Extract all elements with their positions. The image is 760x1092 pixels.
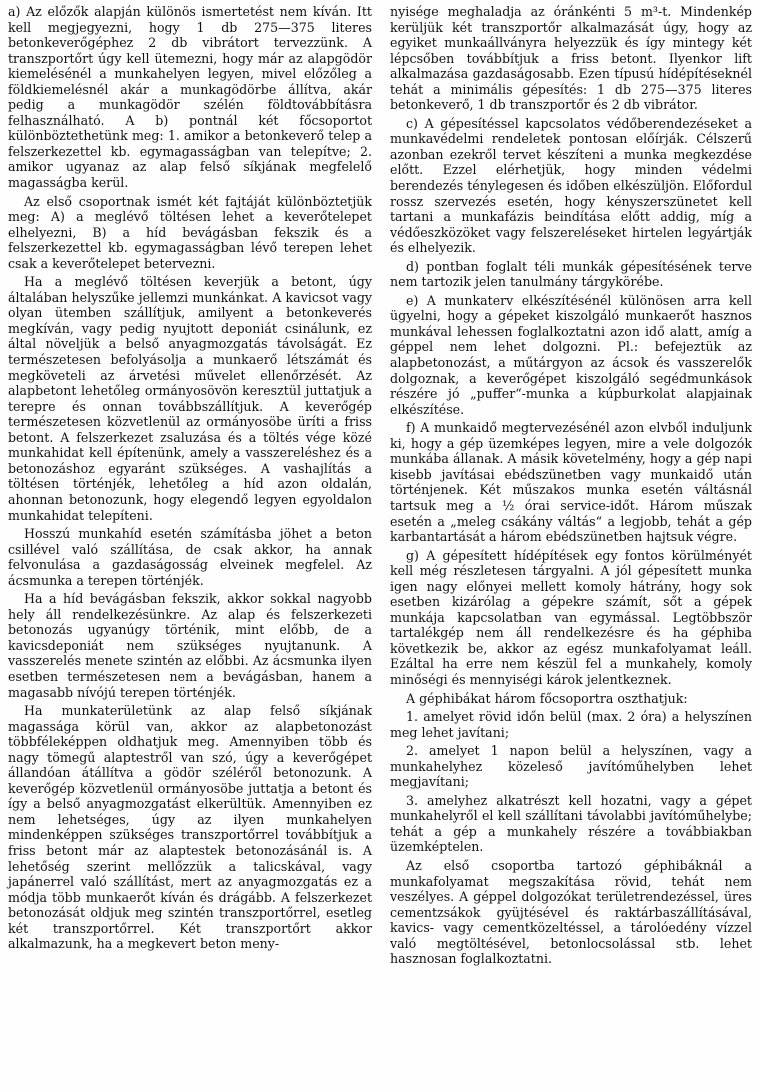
- paragraph-continuation: nyisége meghaladja az óránkénti 5 m³-t. Mindenkép kerüljük két transzportőr alkalmazását úgy, hogy az egyiket munkaállványra helyezzük és így mintegy két lépcsőben továbbítjuk a friss betont. Ilyenkor lift alkalmazása gazdaságosabb. Ezen típusú hídépítéseknél tehát a minimális gépesítés: 1 db 275—375 literes betonkeverő, 1 db transzportőr és 2 db vibrátor.: [390, 4, 752, 113]
- list-item: 1. amelyet rövid időn belül (max. 2 óra) a helyszínen meg lehet javítani;: [390, 709, 752, 740]
- paragraph-a: a) Az előzők alapján különös ismertetést nem kíván. Itt kell megjegyezni, hogy 1 db 275—375 literes betonkeverőgéphez 2 db vibrátort tervezzünk. A transzportőrt úgy kell ütemezni, hogy már az alapgödör kiemelésénél a munkahelyen legyen, mivel előzőleg a földkiemelésnél akár a munkagödörbe állítva, akár pedig a munkagödör szélén földtovábbításra felhasználható. A b) pontnál két főcsoportot különböztethetünk meg: 1. amikor a betonkeverő telep a felszerkezettel kb. egymagasságban van telepítve; 2. amikor ugyanaz az alap felső síkjának megfelelő magasságba kerül.: [8, 4, 372, 191]
- paragraph-g: g) A gépesített hídépítések egy fontos körülményét kell még részletesen tárgyalni. A jól gépesített munka igen nagy előnyei mellett komoly hátrány, hogy sok esetben kizárólag a gépekre számít, sőt a gépek munkája kapcsolatban van egymással. Legtöbbször tartalékgép nem áll rendelkezésre és ha géphiba következik be, akkor az egész munkafolyamat leáll. Ezáltal ha erre nem készül fel a munkahely, komoly minőségi és mennyiségi károk jelentkeznek.: [390, 547, 752, 687]
- paragraph: Az első csoportnak ismét két fajtáját különböztetjük meg: A) a meglévő töltésen lehet a keverőtelepet elhelyezni, B) a híd bevágásban fekszik és a felszerkezettel kb. egymagasságban lévő terepen lehet csak a keverőtelepet betervezni.: [8, 193, 372, 271]
- paragraph: Ha munkaterületünk az alap felső síkjának magassága körül van, akkor az alapbetonozást többféleképpen oldhatjuk meg. Amennyiben több és nagy tömegű alaptestről van szó, úgy a keverőgépet állandóan átállítva a gödör széléről betonozunk. A keverőgép közvetlenül ormányosöbe juttatja a betont és így a belső anyagmozgatást elkerültük. Amennyiben ez nem lehetséges, úgy az ilyen munkahelyen mindenképpen szükséges transzportőrrel továbbítjuk a friss betont már az alaptestek betonozásánál is. A lehetőség szerint mellőzzük a talicskával, vagy japánerrel való szállítást, mert az anyagmozgatás ez a módja több munkaerőt kíván és drágább. A felszerkezet betonozását oldjuk meg szintén transzportőrrel, esetleg két transzportőrrel. Két transzportőrt akkor alkalmazunk, ha a megkevert beton meny-: [8, 703, 372, 952]
- paragraph-c: c) A gépesítéssel kapcsolatos védőberendezéseket a munkavédelmi rendeletek pontosan előírják. Célszerű azonban ezekről tervet készíteni a munka megkezdése előtt. Ezzel elérhetjük, hogy minden védelmi berendezés ténylegesen és időben elkészüljön. Előfordul rossz szervezés esetén, hogy kényszerszünetet kell tartani a munkafázis beindítása előtt addig, míg a védőeszközöket vagy felszereléseket hirtelen legyártják és elhelyezik.: [390, 115, 752, 256]
- paragraph-f: f) A munkaidő megtervezésénél azon elvből induljunk ki, hogy a gép üzemképes legyen, mire a vele dolgozók munkába állanak. A másik követelmény, hogy a gép napi kisebb javításai ebédszünetben vagy munkaidő után történjenek. Két műszakos munka esetén váltásnál tartsuk meg a ½ órai service-időt. Három műszak esetén a „meleg csákány váltás“ a legjobb, tehát a gép karbantartását a három ebédszünetben hajtsuk végre.: [390, 420, 752, 545]
- paragraph: Hosszú munkahíd esetén számításba jöhet a beton csillével való szállítása, de csak akkor, ha annak felvonulása a gazdaságosság elveinek megfelel. Az ácsmunka a terepen történjék.: [8, 526, 372, 588]
- list-item: 2. amelyet 1 napon belül a helyszínen, vagy a munkahelyhez közeleső javítóműhelyben lehet megjavítani;: [390, 743, 752, 790]
- right-column: [390, 4, 752, 970]
- list-intro: A géphibákat három főcsoportra oszthatjuk:: [406, 690, 688, 706]
- paragraph-d: d) pontban foglalt téli munkák gépesítésének terve nem tartozik jelen tanulmány tárgykörébe.: [390, 258, 752, 290]
- left-column: [8, 4, 372, 955]
- paragraph-e: e) A munkaterv elkészítésénél különösen arra kell ügyelni, hogy a gépeket kiszolgáló munkaerőt hasznos munkával lehessen foglalkoztatni azon idő alatt, amíg a géppel nem lehet dolgozni. Pl.: befejeztük az alapbetonozást, a műtárgyon az ácsok és vasszerelők dolgoznak, a keverőgépet kiszolgáló segédmunkások részére jó „puffer“-munka a kúpburkolat alapjainak elkészítése.: [390, 292, 752, 417]
- paragraph: Ha a híd bevágásban fekszik, akkor sokkal nagyobb hely áll rendelkezésünkre. Az alap és felszerkezeti betonozás ugyanúgy történik, mint előbb, de a kavicsdeponiát nem szükséges nyujtanunk. A vasszerelés menete szintén az előbbi. Az ácsmunka ilyen esetben természetesen nem a bevágásban, hanem a magasabb nívójú terepen történjék.: [8, 591, 372, 700]
- paragraph: Az első csoportba tartozó géphibáknál a munkafolyamat megszakítása rövid, tehát nem veszélyes. A géppel dolgozókat területrendezéssel, üres cementzsákok gyüjtésével és raktárbaszállításával, kavics- vagy cementközeltéssel, a tárolóedény vízzel való megtöltésével, betonlocsolással stb. lehet hasznosan foglalkoztatni.: [390, 857, 752, 967]
- paragraph: Ha a meglévő töltésen keverjük a betont, úgy általában helyszűke jellemzi munkánkat. A kavicsot vagy olyan ütemben szállítjuk, amilyent a betonkeverés megkíván, vagy pedig nyujtott deponiát csinálunk, ez által növeljük a belső anyagmozgatás távolságát. Ez természetesen befolyásolja a munkaerő létszámát és megköveteli az árvetési művelet ellenőrzését. Az alapbetont lehetőleg ormányosövön keresztül juttatjuk a terepre és onnan továbbszállítjuk. A keverőgép természetesen közvetlenül az ormányosöbe üríti a friss betont. A felszerkezet zsaluzása és a töltés vége közé munkahidat kell építenünk, amely a vasszereléshez és a betonozáshoz egyaránt szükséges. A vashajlítás a töltésen történjék, lehetőleg a híd azon oldalán, ahonnan betonozunk, hogy elegendő legyen egyoldalon munkahidat telepíteni.: [8, 274, 372, 523]
- list-item: 3. amelyhez alkatrészt kell hozatni, vagy a gépet munkahelyről el kell szállítani távolabbi javítóműhelybe; tehát a gép a munkahely részére a továbbiakban üzemképtelen.: [390, 792, 752, 855]
